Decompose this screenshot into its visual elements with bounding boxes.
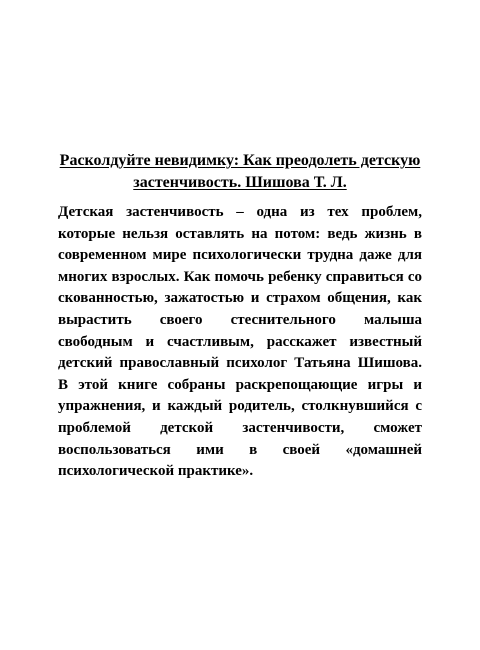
document-body: Детская застенчивость – одна из тех проблем, которые нельзя оставлять на потом: ведь жизнь в современном мире психологически трудна даже для многих взрослых. Как помочь ребенку справиться со скованностью, зажатостью и страхом общения, как вырастить своего стеснительного малыша свободным и счастливым, расскажет известный детский православный психолог Татьяна Шишова. В этой книге собраны раскрепощающие игры и упражнения, и каждый родитель, столкнувшийся с проблемой детской застенчивости, сможет воспользоваться ими в своей «домашней психологической практике».: [58, 204, 422, 480]
document-title: Расколдуйте невидимку: Как преодолеть детскую застенчивость. Шишова Т. Л.: [59, 152, 421, 191]
document-content: [58, 150, 422, 483]
